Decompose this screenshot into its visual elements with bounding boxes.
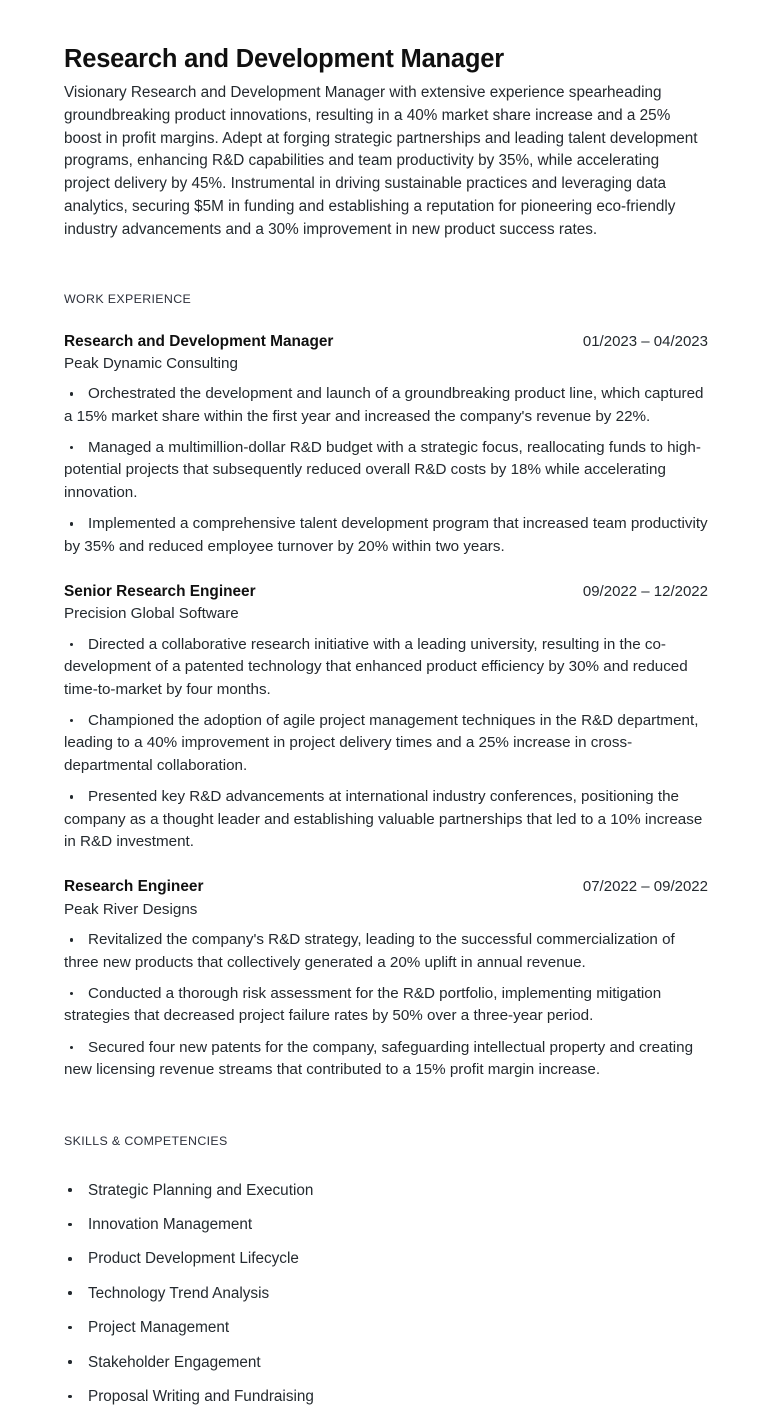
bullet-dot-icon — [68, 1291, 72, 1295]
bullet-dot-icon — [68, 1395, 72, 1399]
job-title: Senior Research Engineer — [64, 583, 256, 601]
experience-headline — [64, 332, 708, 352]
bullet-dot-icon — [68, 1188, 72, 1192]
job-dates: 01/2023 – 04/2023 — [582, 332, 708, 350]
bullet-dot-icon — [70, 643, 73, 646]
skill-label: Strategic Planning and Execution — [88, 1181, 314, 1199]
job-company: Peak Dynamic Consulting — [64, 354, 238, 372]
skill-label: Proposal Writing and Fundraising — [88, 1388, 314, 1406]
job-bullet-list — [64, 383, 708, 558]
skill-item — [64, 1352, 708, 1373]
skill-item — [64, 1317, 708, 1338]
experience-headline — [64, 582, 708, 602]
skill-label: Product Development Lifecycle — [88, 1250, 299, 1268]
skill-label: Technology Trend Analysis — [88, 1284, 270, 1302]
job-bullet-text: Managed a multimillion-dollar R&D budget with a strategic focus, reallocating funds to high-potential projects that subsequently reduced overall R&D costs by 18% while accelerating innovation. — [64, 438, 701, 501]
job-dates: 09/2022 – 12/2022 — [582, 583, 708, 601]
skill-item — [64, 1283, 708, 1304]
job-bullet — [64, 983, 708, 1028]
page-title: Research and Development Manager — [64, 45, 504, 73]
bullet-dot-icon — [70, 719, 73, 722]
job-bullet-list — [64, 929, 708, 1082]
job-bullet-text: Presented key R&D advancements at international industry conferences, positioning the company as a thought leader and establishing valuable partnerships that led to a 10% increase in R&D investment. — [64, 788, 703, 851]
job-bullet-text: Secured four new patents for the company, safeguarding intellectual property and creating new licensing revenue streams that contributed to a 15% profit margin increase. — [64, 1038, 694, 1079]
experience-entry — [64, 877, 708, 1081]
bullet-dot-icon — [70, 1046, 73, 1049]
job-bullet-text: Implemented a comprehensive talent development program that increased team productivity by 35% and reduced employee turnover by 20% within two years. — [64, 515, 708, 555]
job-bullet-text: Revitalized the company's R&D strategy, leading to the successful commercialization of three new products that collectively generated a 20% uplift in annual revenue. — [64, 931, 675, 971]
bullet-dot-icon — [70, 446, 73, 449]
skill-item — [64, 1214, 708, 1235]
bullet-dot-icon — [70, 392, 73, 395]
job-dates: 07/2022 – 09/2022 — [582, 878, 708, 896]
skill-label: Stakeholder Engagement — [88, 1353, 261, 1371]
bullet-dot-icon — [70, 938, 73, 941]
skill-label: Innovation Management — [88, 1216, 253, 1234]
bullet-dot-icon — [68, 1257, 72, 1261]
bullet-dot-icon — [68, 1326, 72, 1330]
job-bullet-text: Directed a collaborative research initiative with a leading university, resulting in the co-development of a patented technology that enhanced product efficiency by 30% and reduced time-to-market by four months. — [64, 635, 688, 698]
bullet-dot-icon — [70, 795, 73, 798]
skill-label: Project Management — [88, 1319, 230, 1337]
job-bullet — [64, 929, 708, 974]
job-bullet-text: Orchestrated the development and launch of a groundbreaking product line, which captured a 15% market share within the first year and increased the company's revenue by 22%. — [64, 385, 704, 425]
section-heading-skills: SKILLS & COMPETENCIES — [64, 1133, 228, 1148]
work-experience-list — [64, 332, 708, 1082]
job-bullet — [64, 1037, 708, 1082]
job-bullet-text: Championed the adoption of agile project management techniques in the R&D department, leading to a 40% improvement in project delivery times and a 25% increase in cross-departmental collaboration. — [64, 711, 699, 774]
section-heading-work-experience: WORK EXPERIENCE — [64, 291, 192, 306]
job-bullet — [64, 513, 708, 558]
bullet-dot-icon — [70, 522, 73, 525]
skill-item — [64, 1180, 708, 1201]
experience-entry — [64, 332, 708, 559]
experience-entry — [64, 582, 708, 853]
skills-list — [64, 1180, 708, 1407]
job-company: Precision Global Software — [64, 605, 239, 623]
bullet-dot-icon — [68, 1223, 72, 1227]
job-bullet — [64, 437, 708, 504]
professional-summary: Visionary Research and Development Manager with extensive experience spearheading groundbreaking product innovations, resulting in a 40% market share increase and a 25% boost in profit margins. Adept at forging strategic partnerships and leading talent development programs, enhancing R&D capabilities and team productivity by 35%, while accelerating project delivery by 45%. Instrumental in driving sustainable practices and leveraging data analytics, securing $5M in funding and establishing a reputation for pioneering eco-friendly industry advancements and a 30% improvement in new product success rates. — [64, 84, 698, 238]
job-bullet — [64, 710, 708, 777]
job-bullet — [64, 786, 708, 853]
skill-item — [64, 1386, 708, 1407]
experience-headline — [64, 877, 708, 897]
bullet-dot-icon — [68, 1360, 72, 1364]
bullet-dot-icon — [70, 992, 73, 995]
job-title: Research and Development Manager — [64, 332, 334, 350]
job-title: Research Engineer — [64, 878, 204, 896]
skill-item — [64, 1248, 708, 1269]
job-bullet-text: Conducted a thorough risk assessment for the R&D portfolio, implementing mitigation strategies that decreased project failure rates by 50% over a three-year period. — [64, 984, 662, 1025]
job-bullet — [64, 383, 708, 428]
job-bullet-list — [64, 634, 708, 854]
job-bullet — [64, 634, 708, 701]
job-company: Peak River Designs — [64, 900, 198, 918]
